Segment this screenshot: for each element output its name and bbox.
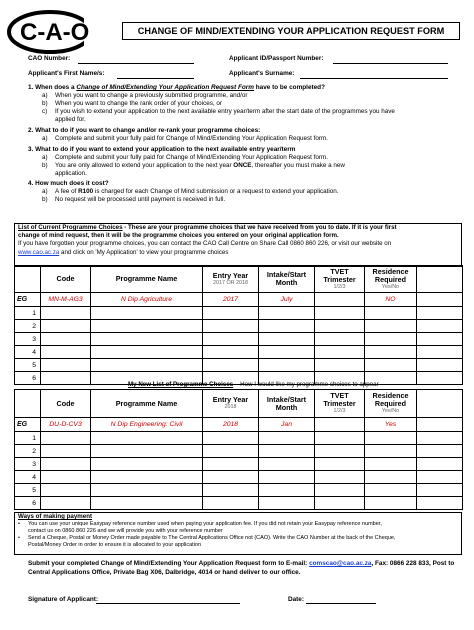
info-text: List of Current Programme Choices - These are your programme choices that we have received from you to date. If it is your first change of mind request, then it will be the programme choices you entered on your original application form. If you have forgotten your programme choices, you can contact the CAO Call Centre on Share Call 0860 860 226, or visit our website on www.cao.ac.za and click on 'My Application' to view your programme choices — [18, 224, 397, 256]
q1-answer-c: c) If you wish to extend your application to the next available entry year/term after the start date of the programmes you have — [42, 108, 395, 115]
header-tvet: TVET Trimester 1/2/3 — [315, 266, 365, 293]
header-intake: Intake/Start Month — [259, 266, 315, 293]
header-code: Code — [41, 266, 91, 293]
example-entry: 2018 — [203, 418, 259, 432]
q3-answer-a: a) Complete and submit your fully paid for Change of Mind/Extending Your Application Request form. — [42, 154, 329, 161]
cao-logo — [6, 8, 114, 56]
first-names-field[interactable] — [117, 78, 194, 79]
example-row: EG DU-D-CV3 N Dip Engineering: Civil 2018 Jan Yes — [15, 418, 463, 432]
example-programme: N Dip Engineering: Civil — [91, 418, 203, 432]
example-intake: July — [259, 293, 315, 307]
header-entry-year: Entry Year 2018 — [203, 390, 259, 418]
surname-field[interactable] — [300, 78, 448, 79]
header-code: Code — [41, 390, 91, 418]
cao-number-field[interactable] — [78, 63, 194, 64]
applicant-id-field[interactable] — [333, 63, 448, 64]
q3-answer-b-cont: application. — [55, 170, 87, 177]
table-row[interactable]: 5 — [15, 484, 463, 497]
example-row: EG MN-M-AG3 N Dip Agriculture 2017 July NO — [15, 293, 463, 307]
q1-answer-a: a) When you want to change a previously submitted programme, and/or — [42, 92, 248, 99]
signature-field[interactable] — [96, 603, 240, 604]
table-row[interactable]: 2 — [15, 445, 463, 458]
submit-email-link[interactable]: comscao@cao.ac.za — [309, 560, 372, 567]
date-field[interactable] — [306, 603, 376, 604]
q4-answer-a: a) A fee of R100 is charged for each Change of Mind submission or a request to extend your application. — [42, 188, 339, 195]
table-row[interactable]: 2 — [15, 320, 463, 333]
header-residence: Residence Required Yes/No — [365, 390, 417, 418]
example-residence: Yes — [365, 418, 417, 432]
payment-text: • You can use your unique Easypay reference number used when paying your application fee. If you did not retain your Easypay reference number, contact us on 0860 860 226 and we will provide you with your reference number • Send a Cheque, Postal or Money Order made payable to The Central Applications Office not (CAO). Write the CAO Number at the back of the Cheque, Postal/Money Order in order to ensure it is allocated to your application — [18, 521, 396, 548]
table-row[interactable]: 1 — [15, 432, 463, 445]
surname-label: Applicant's Surname: — [229, 70, 295, 77]
cao-number-label: CAO Number: — [28, 55, 71, 62]
question-2: 2. What to do if you want to change and/or re-rank your programme choices: — [28, 127, 261, 134]
header-entry-year: Entry Year 2017 OR 2018 — [203, 266, 259, 293]
payment-title: Ways of making payment — [18, 513, 93, 520]
example-entry: 2017 — [203, 293, 259, 307]
current-choices-table — [14, 265, 463, 385]
header-programme: Programme Name — [91, 266, 203, 293]
table-row[interactable]: 4 — [15, 471, 463, 484]
table-row[interactable]: 4 — [15, 346, 463, 359]
q1-answer-b: b) When you want to change the rank order of your choices, or — [42, 100, 222, 107]
header-tvet: TVET Trimester 1/2/3 — [315, 390, 365, 418]
q1-answer-c-cont: applied for. — [55, 116, 86, 123]
example-intake: Jan — [259, 418, 315, 432]
header-intake: Intake/Start Month — [259, 390, 315, 418]
logo-text: C-A-O — [20, 19, 90, 46]
table-row[interactable]: 1 — [15, 307, 463, 320]
table-row[interactable]: 5 — [15, 359, 463, 372]
signature-label: Signature of Applicant: — [28, 596, 99, 603]
header-residence: Residence Required Yes/No — [365, 266, 417, 293]
q2-answer-a: a) Complete and submit your fully paid for Change of Mind/Extending Your Application Request form. — [42, 135, 329, 142]
q3-answer-b: b) You are only allowed to extend your application to the next year ONCE, thereafter you must make a new — [42, 162, 345, 169]
example-residence: NO — [365, 293, 417, 307]
table-row[interactable]: 3 — [15, 333, 463, 346]
example-code: DU-D-CV3 — [41, 418, 91, 432]
question-4: 4. How much does it cost? — [28, 180, 109, 187]
new-choices-table — [14, 389, 463, 510]
form-title: CHANGE OF MIND/EXTENDING YOUR APPLICATION REQUEST FORM — [122, 22, 460, 40]
q4-answer-b: b) No request will be processed until payment is received in full. — [42, 196, 226, 203]
example-code: MN-M-AG3 — [41, 293, 91, 307]
date-label: Date: — [288, 596, 304, 603]
new-choices-caption: My New List of Programme Choices – How I would like my programme choices to appear — [128, 381, 379, 388]
submit-instructions: Submit your completed Change of Mind/Extending Your Application Request form to E-mail: comscao@cao.ac.za, Fax: 0866 228 833, Post to Central Applications Office, Private Bag X06, Dalbridge, 4014 or hand deliver to our office. — [28, 560, 455, 576]
table-row[interactable]: 6 — [15, 497, 463, 510]
applicant-id-label: Applicant ID/Passport Number: — [229, 55, 324, 62]
question-1: 1. When does a Change of Mind/Extending Your Application Request Form have to be completed? — [28, 84, 325, 91]
header-programme: Programme Name — [91, 390, 203, 418]
question-3: 3. What to do if you want to extend your application to the next available entry year/term — [28, 146, 296, 153]
table-row[interactable]: 3 — [15, 458, 463, 471]
table-row[interactable]: 6 — [15, 372, 463, 385]
cao-website-link[interactable]: www.cao.ac.za — [18, 248, 60, 256]
example-programme: N Dip Agriculture — [91, 293, 203, 307]
first-names-label: Applicant's First Name/s: — [28, 70, 105, 77]
